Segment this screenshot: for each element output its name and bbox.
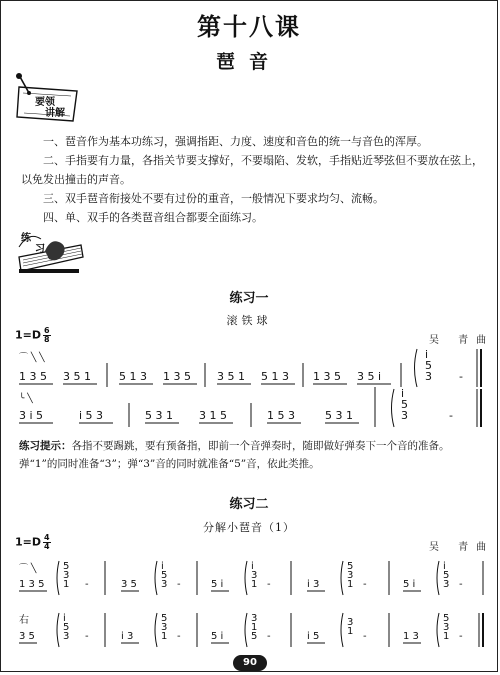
key-label: 1=D (15, 328, 42, 342)
note-group: i 3 (121, 631, 134, 642)
chord-note: 3 (251, 613, 258, 624)
chord-note: 1 (443, 631, 450, 642)
chord-note: 3 (443, 622, 450, 633)
hold-dash: - (363, 579, 367, 590)
chord-note: 5 (425, 359, 432, 372)
chord-note: 3 (63, 631, 70, 642)
exercise-2-piece-title: 分解小琶音（1） (203, 521, 295, 534)
hold-dash: - (459, 579, 463, 590)
key-point: 三、双手琶音衔接处不要有过份的重音，一般情况下要求均匀、流畅。 (43, 192, 384, 205)
note-group: 1 5 3 (267, 409, 295, 422)
lesson-subtitle: 琶音 (215, 51, 282, 73)
badge-line-1: 要领 (35, 97, 55, 108)
chord-note: 3 (161, 622, 168, 633)
hold-dash: - (363, 631, 367, 642)
hold-dash: - (177, 579, 181, 590)
note-group: 5 i (403, 579, 416, 590)
chord-note: i (161, 561, 164, 572)
note-group: 1 3 5 (19, 579, 45, 590)
badge-line-2: 习 (35, 244, 45, 255)
exercise-2-notation (1, 1, 500, 675)
note-group: 5 3 1 (325, 409, 353, 422)
note-group: i 5 (307, 631, 320, 642)
note-group: i 5 3 (79, 409, 104, 422)
key-point: 四、单、双手的各类琶音组合都要全面练习。 (43, 211, 263, 224)
hold-dash: - (177, 631, 181, 642)
arpeggio-mark-icon: ⌒ ╲ ╲ (19, 353, 45, 363)
exercise-1-title: 练习一 (229, 291, 269, 306)
key-label: 1=D (15, 535, 42, 549)
note-group: 3 i 5 (19, 409, 44, 422)
key-point: 一、琶音作为基本功练习，强调指距、力度、速度和音色的统一与音色的浑厚。 (43, 135, 428, 148)
chord-note: 5 (401, 398, 408, 411)
note-group: 5 i (211, 631, 224, 642)
chord-note: 5 (161, 570, 168, 581)
exercise-1-piece-title: 滚铁球 (226, 314, 272, 327)
meter-top: 4 (44, 533, 50, 542)
lesson-title: 第十八课 (197, 12, 301, 41)
chord-note: 1 (161, 631, 168, 642)
hand-label: 右 (19, 615, 29, 626)
chord-note: 3 (161, 579, 168, 590)
chord-note: i (425, 348, 429, 361)
note-group: 1 3 5 (163, 370, 191, 383)
chord-note: 3 (425, 370, 432, 383)
hold-dash: - (267, 631, 271, 642)
note-group: 3 5 i (357, 370, 382, 383)
meter-top: 6 (44, 326, 50, 335)
chord-note: 5 (443, 570, 450, 581)
chord-note: 5 (161, 613, 168, 624)
chord-note: 1 (63, 579, 70, 590)
note-group: 1 3 5 (19, 370, 47, 383)
note-group: 1 3 5 (313, 370, 341, 383)
note-group: 3 5 (19, 631, 35, 642)
chord-note: 5 (347, 561, 354, 572)
hold-dash: - (85, 579, 89, 590)
exercise-1-composer: 吴 青曲 (429, 335, 495, 346)
chord-note: 3 (443, 579, 450, 590)
chord-note: 5 (443, 613, 450, 624)
practice-tip-text: 各指不要踢跳，要有预备指，即前一个音弹奏时，随即做好弹奏下一个音的准备。弹“1”的同时准备“3”；弹“3”音的同时就准备“5”音，依此类推。 (19, 440, 450, 470)
note-group: 3 5 1 (217, 370, 245, 383)
hold-dash: - (85, 631, 89, 642)
hold-dash: - (459, 370, 463, 383)
chord-note: i (63, 613, 66, 624)
badge-line-2: 讲解 (45, 108, 65, 119)
chord-note: i (401, 387, 405, 400)
chord-note: 3 (401, 409, 408, 422)
chord-note: i (443, 561, 446, 572)
chord-note: 1 (251, 622, 258, 633)
chord-note: 3 (347, 617, 354, 628)
note-group: 3 5 (121, 579, 137, 590)
hold-dash: - (267, 579, 271, 590)
chord-note: 3 (251, 570, 258, 581)
chord-note: 1 (347, 579, 354, 590)
chord-note: i (251, 561, 254, 572)
exercise-2-title: 练习二 (229, 497, 269, 512)
chord-note: 3 (347, 570, 354, 581)
note-group: 3 5 1 (63, 370, 91, 383)
chord-note: 5 (63, 622, 70, 633)
note-group: 3 1 5 (199, 409, 227, 422)
note-group: 5 1 3 (119, 370, 147, 383)
chord-note: 1 (347, 626, 354, 637)
badge-line-1: 练 (21, 233, 31, 244)
note-group: i 3 (307, 579, 320, 590)
hold-dash: - (459, 631, 463, 642)
chord-note: 1 (251, 579, 258, 590)
page-number: 90 (233, 655, 267, 671)
meter-bottom: 4 (44, 542, 50, 551)
hold-dash: - (449, 409, 453, 422)
chord-note: 5 (63, 561, 70, 572)
meter-bottom: 8 (44, 335, 50, 344)
key-point: 二、手指要有力量，各指关节要支撑好，不要塌陷、发软，手指贴近琴弦但不要放在弦上，以免发出撞击的声音。 (21, 154, 483, 186)
note-group: 1 3 (403, 631, 419, 642)
exercise-2-composer: 吴 青曲 (429, 542, 495, 553)
chord-note: 3 (63, 570, 70, 581)
note-group: 5 3 1 (145, 409, 173, 422)
note-group: 5 i (211, 579, 224, 590)
arpeggio-mark-icon: ╰ ╲ (19, 394, 33, 404)
chord-note: 5 (251, 631, 258, 642)
note-group: 5 1 3 (261, 370, 289, 383)
practice-tip-label: 练习提示： (19, 440, 72, 452)
arpeggio-mark-icon: ⌒ ╲ (19, 564, 37, 574)
